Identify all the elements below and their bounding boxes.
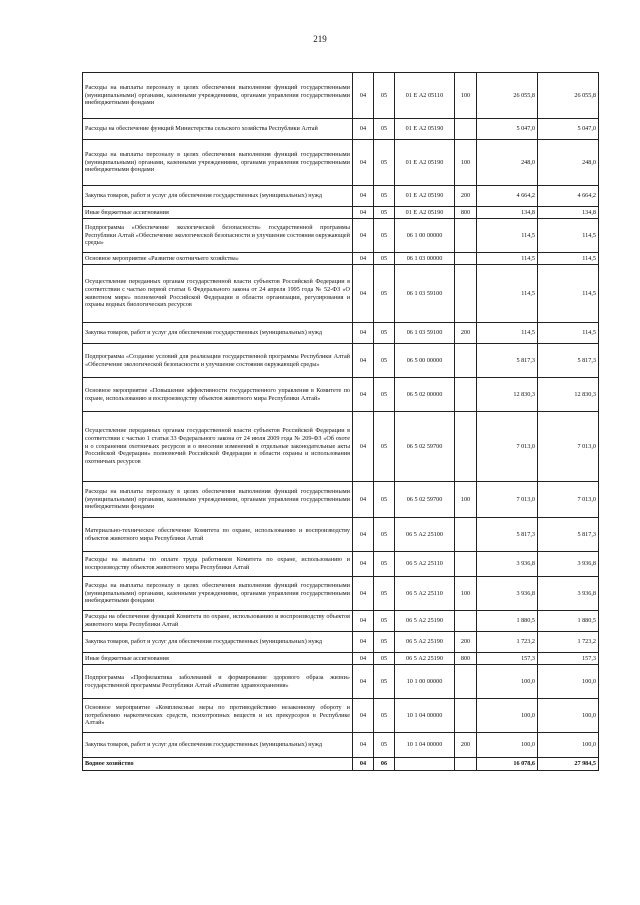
- row-rz: 05: [374, 653, 395, 665]
- row-csr: 01 Е А2 05190: [395, 119, 455, 140]
- row-csr: 06 5 А2 25190: [395, 632, 455, 653]
- row-sum-2: 134,8: [538, 207, 599, 219]
- row-vr: [455, 378, 477, 412]
- table-row: [83, 253, 599, 265]
- table-row: [83, 482, 599, 518]
- row-vr: [455, 344, 477, 378]
- row-vr: [455, 518, 477, 552]
- row-sum-1: 5 817,3: [477, 518, 538, 552]
- table-row: [83, 73, 599, 119]
- row-sum-1: 7 013,0: [477, 412, 538, 482]
- row-vr: [455, 265, 477, 323]
- row-csr: 06 1 03 00000: [395, 253, 455, 265]
- row-rz: 05: [374, 186, 395, 207]
- row-name: Закупка товаров, работ и услуг для обеспечения государственных (муниципальных) нужд: [83, 186, 353, 207]
- row-csr: 06 1 03 59100: [395, 323, 455, 344]
- row-name: Закупка товаров, работ и услуг для обеспечения государственных (муниципальных) нужд: [83, 733, 353, 758]
- row-name: Подпрограмма «Профилактика заболеваний и формирование здорового образа жизни» государственной программы Республики Алтай «Развитие здравоохранения»: [83, 665, 353, 699]
- row-name: Иные бюджетные ассигнования: [83, 207, 353, 219]
- row-vr: [455, 665, 477, 699]
- row-name: Расходы на выплаты персоналу в целях обеспечения выполнения функций государственными (муниципальными) органами, казенными учреждениями, органами управления государственными внебюджетными фондами: [83, 482, 353, 518]
- row-name: Расходы на обеспечение функций Министерства сельского хозяйства Республики Алтай: [83, 119, 353, 140]
- row-csr: 01 Е А2 05110: [395, 73, 455, 119]
- row-sum-1: 248,0: [477, 140, 538, 186]
- row-sum-1: 114,5: [477, 219, 538, 253]
- row-rz: 06: [374, 758, 395, 771]
- row-name: Подпрограмма «Обеспечение экологической безопасности» государственной программы Республики Алтай «Обеспечение экологической безопасности и улучшение состояния окружающей среды»: [83, 219, 353, 253]
- row-vr: 200: [455, 733, 477, 758]
- row-sum-2: 27 984,5: [538, 758, 599, 771]
- table-row: [83, 140, 599, 186]
- row-ved: 04: [353, 665, 374, 699]
- row-rz: 05: [374, 119, 395, 140]
- row-name: Расходы на выплаты персоналу в целях обеспечения выполнения функций государственными (муниципальными) органами, казенными учреждениями, органами управления государственными внебюджетными фондами: [83, 577, 353, 611]
- row-rz: 05: [374, 73, 395, 119]
- row-name: Расходы на выплаты персоналу в целях обеспечения выполнения функций государственными (муниципальными) органами, казенными учреждениями, органами управления государственными внебюджетными фондами: [83, 73, 353, 119]
- row-ved: 04: [353, 699, 374, 733]
- row-sum-2: 3 936,8: [538, 577, 599, 611]
- row-ved: 04: [353, 482, 374, 518]
- row-name: Расходы на выплаты персоналу в целях обеспечения выполнения функций государственными (муниципальными) органами, казенными учреждениями, органами управления государственными внебюджетными фондами: [83, 140, 353, 186]
- row-sum-1: 7 013,0: [477, 482, 538, 518]
- table-row: [83, 323, 599, 344]
- row-csr: 10 1 04 00000: [395, 699, 455, 733]
- row-vr: [455, 253, 477, 265]
- row-ved: 04: [353, 323, 374, 344]
- table-row: [83, 552, 599, 577]
- row-csr: 06 5 А2 25110: [395, 552, 455, 577]
- row-sum-1: 100,0: [477, 699, 538, 733]
- row-sum-1: 134,8: [477, 207, 538, 219]
- row-name: Закупка товаров, работ и услуг для обеспечения государственных (муниципальных) нужд: [83, 632, 353, 653]
- row-vr: [455, 758, 477, 771]
- row-vr: [455, 611, 477, 632]
- row-sum-1: 16 078,6: [477, 758, 538, 771]
- row-sum-2: 114,5: [538, 219, 599, 253]
- row-ved: 04: [353, 611, 374, 632]
- row-sum-1: 1 880,5: [477, 611, 538, 632]
- row-csr: 01 Е А2 05190: [395, 186, 455, 207]
- row-ved: 04: [353, 119, 374, 140]
- row-vr: 800: [455, 653, 477, 665]
- row-sum-1: 157,3: [477, 653, 538, 665]
- row-sum-2: 26 055,8: [538, 73, 599, 119]
- row-sum-2: 7 013,0: [538, 482, 599, 518]
- table-row: [83, 733, 599, 758]
- row-sum-2: 5 817,3: [538, 518, 599, 552]
- row-sum-1: 5 817,3: [477, 344, 538, 378]
- row-sum-2: 5 047,0: [538, 119, 599, 140]
- row-sum-1: 3 936,8: [477, 552, 538, 577]
- row-sum-1: 100,0: [477, 733, 538, 758]
- table-row: [83, 219, 599, 253]
- row-rz: 05: [374, 207, 395, 219]
- row-sum-2: 5 817,3: [538, 344, 599, 378]
- row-rz: 05: [374, 699, 395, 733]
- row-csr: 06 5 02 00000: [395, 378, 455, 412]
- row-rz: 05: [374, 140, 395, 186]
- row-ved: 04: [353, 219, 374, 253]
- row-rz: 05: [374, 265, 395, 323]
- row-sum-1: 1 723,2: [477, 632, 538, 653]
- row-rz: 05: [374, 611, 395, 632]
- row-csr: 10 1 04 00000: [395, 733, 455, 758]
- row-sum-2: 100,0: [538, 665, 599, 699]
- row-name: Подпрограмма «Создание условий для реализации государственной программы Республики Алтай «Обеспечение экологической безопасности и улучшение состояния окружающей среды»: [83, 344, 353, 378]
- table-row: [83, 653, 599, 665]
- row-vr: 100: [455, 482, 477, 518]
- row-rz: 05: [374, 482, 395, 518]
- row-sum-1: 5 047,0: [477, 119, 538, 140]
- row-sum-2: 3 936,8: [538, 552, 599, 577]
- row-name: Основное мероприятие «Развитие охотничьего хозяйства»: [83, 253, 353, 265]
- row-sum-1: 3 936,8: [477, 577, 538, 611]
- row-sum-2: 114,5: [538, 265, 599, 323]
- row-vr: 100: [455, 577, 477, 611]
- row-name: Иные бюджетные ассигнования: [83, 653, 353, 665]
- row-ved: 04: [353, 140, 374, 186]
- row-sum-2: 114,5: [538, 253, 599, 265]
- row-rz: 05: [374, 344, 395, 378]
- row-ved: 04: [353, 653, 374, 665]
- row-sum-2: 1 723,2: [538, 632, 599, 653]
- table-row: [83, 186, 599, 207]
- row-rz: 05: [374, 412, 395, 482]
- row-vr: [455, 119, 477, 140]
- row-vr: 100: [455, 73, 477, 119]
- row-vr: [455, 552, 477, 577]
- budget-table: [82, 72, 599, 771]
- row-csr: 06 5 А2 25110: [395, 577, 455, 611]
- row-name: Основное мероприятие «Повышение эффективности государственного управления в Комитете по охране, использованию и воспроизводству объектов животного мира Республики Алтай»: [83, 378, 353, 412]
- row-sum-2: 4 664,2: [538, 186, 599, 207]
- row-ved: 04: [353, 253, 374, 265]
- row-sum-1: 100,0: [477, 665, 538, 699]
- row-ved: 04: [353, 378, 374, 412]
- row-name: Водное хозяйство: [83, 758, 353, 771]
- row-csr: 06 5 02 59700: [395, 482, 455, 518]
- row-sum-2: 114,5: [538, 323, 599, 344]
- row-ved: 04: [353, 733, 374, 758]
- table-row: [83, 577, 599, 611]
- row-vr: [455, 219, 477, 253]
- row-sum-2: 100,0: [538, 733, 599, 758]
- row-csr: 01 Е А2 05190: [395, 207, 455, 219]
- row-ved: 04: [353, 577, 374, 611]
- row-rz: 05: [374, 219, 395, 253]
- row-name: Осуществление переданных органам государственной власти субъектов Российской Федерации в соответствии с частью 1 статьи 33 Федерального закона от 24 июля 2009 года № 209-ФЗ «Об охоте и о сохранении охотничьих ресурсов и о внесении изменений в отдельные законодательные акты Российской Федерации» полномочий Российской Федерации в области охраны и использования охотничьих ресурсов: [83, 412, 353, 482]
- row-vr: 200: [455, 632, 477, 653]
- row-vr: 200: [455, 186, 477, 207]
- row-sum-2: 157,3: [538, 653, 599, 665]
- row-vr: [455, 699, 477, 733]
- row-name: Осуществление переданных органам государственной власти субъектов Российской Федерации в соответствии с частью первой статьи 6 Федерального закона от 24 апреля 1995 года № 52-ФЗ «О животном мире» полномочий Российской Федерации в области организации, регулирования и охраны водных биологических ресурсов: [83, 265, 353, 323]
- row-rz: 05: [374, 378, 395, 412]
- row-vr: [455, 412, 477, 482]
- row-name: Материально-техническое обеспечение Комитета по охране, использованию и воспроизводству объектов животного мира Республики Алтай: [83, 518, 353, 552]
- row-csr: 01 Е А2 05190: [395, 140, 455, 186]
- row-sum-1: 114,5: [477, 323, 538, 344]
- table-row: [83, 412, 599, 482]
- row-csr: 06 5 02 59700: [395, 412, 455, 482]
- row-ved: 04: [353, 186, 374, 207]
- row-rz: 05: [374, 665, 395, 699]
- row-csr: 10 1 00 00000: [395, 665, 455, 699]
- row-rz: 05: [374, 552, 395, 577]
- row-sum-1: 12 830,3: [477, 378, 538, 412]
- row-rz: 05: [374, 518, 395, 552]
- row-ved: 04: [353, 518, 374, 552]
- table-row: [83, 119, 599, 140]
- table-row: [83, 378, 599, 412]
- table-row: [83, 265, 599, 323]
- table-row: [83, 611, 599, 632]
- row-rz: 05: [374, 577, 395, 611]
- row-sum-2: 248,0: [538, 140, 599, 186]
- row-ved: 04: [353, 265, 374, 323]
- row-rz: 05: [374, 253, 395, 265]
- table-row: [83, 518, 599, 552]
- row-sum-1: 26 055,8: [477, 73, 538, 119]
- row-csr: 06 1 00 00000: [395, 219, 455, 253]
- row-name: Закупка товаров, работ и услуг для обеспечения государственных (муниципальных) нужд: [83, 323, 353, 344]
- row-ved: 04: [353, 758, 374, 771]
- row-csr: 06 5 00 00000: [395, 344, 455, 378]
- row-ved: 04: [353, 344, 374, 378]
- row-rz: 05: [374, 323, 395, 344]
- row-sum-1: 114,5: [477, 265, 538, 323]
- table-row: [83, 699, 599, 733]
- row-ved: 04: [353, 552, 374, 577]
- row-csr: 06 5 А2 25190: [395, 653, 455, 665]
- row-name: Основное мероприятие «Комплексные меры по противодействию незаконному обороту и потреблению наркотических средств, психотропных веществ и их прекурсоров в Республике Алтай»: [83, 699, 353, 733]
- row-csr: 06 1 03 59100: [395, 265, 455, 323]
- table-row-total: [83, 758, 599, 771]
- row-rz: 05: [374, 632, 395, 653]
- table-row: [83, 344, 599, 378]
- row-name: Расходы на обеспечение функций Комитета по охране, использованию и воспроизводству объектов животного мира Республики Алтай: [83, 611, 353, 632]
- row-ved: 04: [353, 207, 374, 219]
- row-ved: 04: [353, 73, 374, 119]
- row-sum-2: 12 830,3: [538, 378, 599, 412]
- page-number: 219: [313, 34, 327, 44]
- row-vr: 100: [455, 140, 477, 186]
- row-csr: [395, 758, 455, 771]
- row-vr: 800: [455, 207, 477, 219]
- row-sum-1: 4 664,2: [477, 186, 538, 207]
- row-ved: 04: [353, 412, 374, 482]
- row-sum-2: 1 880,5: [538, 611, 599, 632]
- row-sum-1: 114,5: [477, 253, 538, 265]
- row-rz: 05: [374, 733, 395, 758]
- row-name: Расходы на выплаты по оплате труда работников Комитета по охране, использованию и воспроизводству объектов животного мира Республики Алтай: [83, 552, 353, 577]
- row-csr: 06 5 А2 25100: [395, 518, 455, 552]
- table-row: [83, 632, 599, 653]
- row-csr: 06 5 А2 25190: [395, 611, 455, 632]
- row-vr: 200: [455, 323, 477, 344]
- row-ved: 04: [353, 632, 374, 653]
- table-row: [83, 665, 599, 699]
- row-sum-2: 7 013,0: [538, 412, 599, 482]
- table-row: [83, 207, 599, 219]
- row-sum-2: 100,0: [538, 699, 599, 733]
